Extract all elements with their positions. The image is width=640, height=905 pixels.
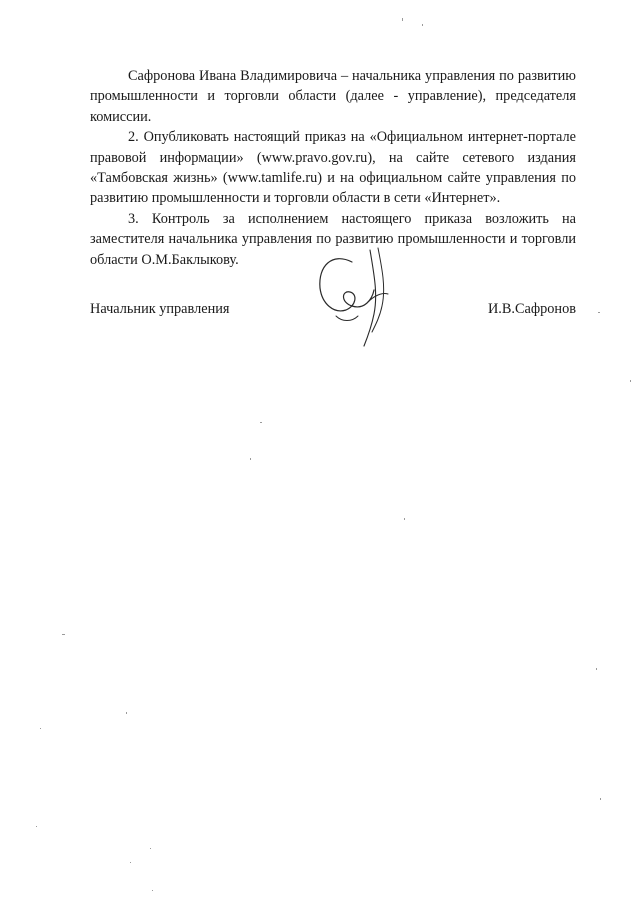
paragraph-commission-chair: Сафронова Ивана Владимировича – начальника управления по развитию промышленности и торговли области (далее - управление), председателя комиссии. — [90, 68, 576, 125]
handwritten-signature — [312, 244, 402, 348]
paragraph-control: 3. Контроль за исполнением настоящего приказа возложить на заместителя начальника управления по развитию промышленности и торговли области О.М.Баклыкову. — [90, 210, 576, 268]
signatory-name: И.В.Сафронов — [487, 301, 576, 317]
paragraph-publication: 2. Опубликовать настоящий приказ на «Официальном интернет-портале правовой информации» (www.pravo.gov.ru), на сайте сетевого издания «Тамбовская жизнь» (www.tamlife.ru) и на официальном сайте управления по развитию промышленности и торговли области в сети «Интернет». — [90, 129, 576, 207]
document-body — [90, 66, 576, 270]
signatory-title: Начальник управления — [90, 301, 230, 317]
